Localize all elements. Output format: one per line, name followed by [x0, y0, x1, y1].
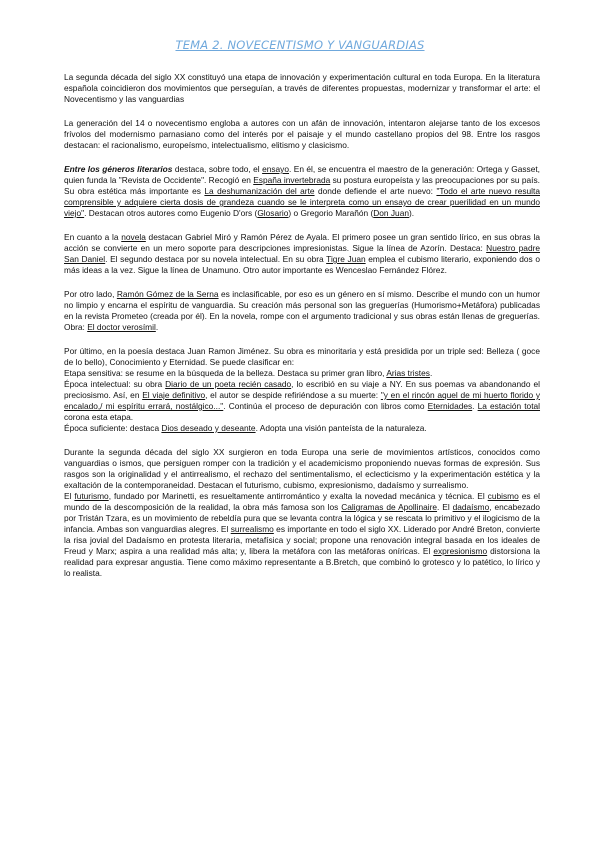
work-glosario: Glosario: [257, 208, 289, 218]
section-lead: Entre los géneros literarios: [64, 164, 173, 174]
text: El: [64, 491, 75, 501]
text: su postura europeísta y las preocupaciones por su país. Su obra estética más importante es: [64, 175, 540, 196]
quote-verso: "y en el rincón aquel de mi huerto florido y encalado,/ mi espíritu errará, nostálgico...": [64, 390, 540, 411]
work-eternidades: Eternidades: [427, 401, 473, 411]
text: . El segundo destaca por su novela intelectual. En su obra: [105, 254, 327, 264]
text: es el mundo de la descomposición de la realidad, la obra más famosa son los: [64, 491, 540, 512]
text: distorsiona la realidad para expresar angustia. Tiene como máximo representante a B.Bretch, que combinó lo grotesco y lo patético, lo lírico y lo realista.: [64, 546, 540, 578]
term-surrealismo: surrealismo: [230, 524, 274, 534]
text: , fundado por Marinetti, es resueltamente antirromántico y exalta la novedad mecánica y técnica. El: [108, 491, 488, 501]
text: emplea el cubismo literario, exponiendo dos o más ideas a la vez. Sigue la línea de Unamuno. Otro autor importante es Wenceslao Fernández Flórez.: [64, 254, 541, 275]
text: Etapa sensitiva: se resume en la búsqueda de la belleza. Destaca su primer gran libro,: [64, 368, 387, 378]
work-estacion-total: La estación total: [477, 401, 541, 411]
term-expresionismo: expresionismo: [433, 546, 488, 556]
vanguardias-ismos: [64, 491, 540, 579]
quote-ortega: "Todo el arte nuevo resulta comprensible y adquiere cierta dosis de grandeza cuando se le interpreta como un ensayo de crear puerilidad en un mundo viejo": [64, 186, 540, 218]
work-deshumanizacion: La deshumanización del arte: [204, 186, 315, 196]
text: .: [472, 401, 478, 411]
term-novela: novela: [121, 232, 146, 242]
text: . Destacan otros autores como Eugenio D'ors (: [84, 208, 258, 218]
term-futurismo: futurismo: [74, 491, 109, 501]
term-ensayo: ensayo: [262, 164, 289, 174]
work-dios-deseado: Dios deseado y deseante: [161, 423, 256, 433]
text: Época intelectual: su obra: [64, 379, 166, 389]
epoca-suficiente: [64, 423, 540, 434]
text: Por otro lado,: [64, 289, 117, 299]
work-viaje-definitivo: El viaje definitivo: [142, 390, 206, 400]
paragraph-novecentismo: La generación del 14 o novecentismo engloba a autores con un afán de innovación, intentaron alejarse tanto de los excesos frívolos del modernismo parnasiano como del interés por el paisaje y el mundo castellano propios del 98. Entre los rasgos destacan: el racionalismo, europeísmo, intelectualismo, elitismo y clasicismo.: [64, 118, 540, 150]
text: .: [155, 322, 159, 332]
text: . En él, se encuentra el maestro de la generación: Ortega y Gasset, quien funda la "Revista de Occidente". Recogió en: [64, 164, 540, 185]
page-title: TEMA 2. NOVECENTISMO Y VANGUARDIAS: [175, 38, 425, 52]
work-diario-poeta: Diario de un poeta recién casado: [165, 379, 292, 389]
text: .: [429, 368, 433, 378]
work-nuestro-padre: Nuestro padre San Daniel: [64, 243, 541, 264]
poesia-intro: Por último, en la poesía destaca Juan Ramon Jiménez. Su obra es minoritaria y está presidida por un triple sed: Belleza ( goce de lo bello), Conocimiento y Eternidad. Se puede clasificar en:: [64, 346, 540, 367]
text: , el autor se despide refiriéndose a su muerte:: [205, 390, 381, 400]
text: ).: [408, 208, 415, 218]
paragraph-ensayo: [64, 164, 540, 219]
work-doctor-verosimil: El doctor verosímil: [87, 322, 156, 332]
text: ) o Gregorio Marañón (: [288, 208, 374, 218]
author-ramon-gomez: Ramón Gómez de la Serna: [116, 289, 219, 299]
term-dadaismo: dadaísmo: [452, 502, 490, 512]
text: . Adopta una visión panteísta de la naturaleza.: [255, 423, 427, 433]
text: En cuanto a la: [64, 232, 122, 242]
work-arias-tristes: Arias tristes: [386, 368, 430, 378]
text: corona esta etapa.: [64, 412, 134, 422]
paragraph-novela: [64, 232, 540, 276]
epoca-intelectual: [64, 379, 540, 423]
text: destaca, sobre todo, el: [172, 164, 263, 174]
text: . El: [437, 502, 453, 512]
text: destacan Gabriel Miró y Ramón Pérez de Ayala. El primero posee un gran sentido lírico, en sus obras la acción se convierte en un mero soporte para descripciones impresionistas. Sigue la línea de Azorín. Destaca:: [64, 232, 540, 253]
work-tigre-juan: Tigre Juan: [326, 254, 366, 264]
paragraph-poesia: [64, 346, 540, 434]
paragraph-intro: La segunda década del siglo XX constituyó una etapa de innovación y experimentación cultural en toda Europa. En la literatura española coincidieron dos movimientos que perseguían, a través de diferentes propuestas, modernizar y transformar el arte: el Novecentismo y las vanguardias: [64, 72, 540, 104]
text: . Continúa el proceso de depuración con libros como: [223, 401, 428, 411]
text: , encabezado por Tristán Tzara, es un movimiento de rebeldía pura que se levanta contra la lógica y se rescata lo primitivo y el ilogicismo de la infancia. Ambas son vanguardias alegres. El: [64, 502, 540, 534]
work-don-juan: Don Juan: [373, 208, 409, 218]
paragraph-vanguardias: [64, 447, 540, 579]
text: donde defiende el arte nuevo:: [314, 186, 437, 196]
text: Época suficiente: destaca: [64, 423, 162, 433]
etapa-sensitiva: [64, 368, 540, 379]
text: es inclasificable, por eso es un género en sí mismo. Describe el mundo con un humor no limpio y encarna el espíritu de vanguardia. Su creación más personal son las greguerías (Humorismo+Metáfora) publicadas en la revista Prometeo (creada por él). En la novela, rompe con el argumento tradicional y sus obras están llenas de greguerías. Obra:: [64, 289, 540, 332]
text: es importante en todo el siglo XX. Liderado por André Breton, convierte la risa jovial del Dadaísmo en protesta literaria, metafísica y social; propone una renovación integral basada en los ideales de Freud y Marx; aspira a una realidad más alta; y, libera la metáfora con las metáforas oníricas. El: [64, 524, 540, 556]
paragraph-gomez-serna: [64, 289, 540, 333]
text: , lo escribió en su viaje a NY. En sus poemas va abandonando el preciosismo. Así, en: [64, 379, 540, 400]
document-body: [64, 72, 540, 579]
term-cubismo: cubismo: [487, 491, 519, 501]
vanguardias-intro: Durante la segunda década del siglo XX surgieron en toda Europa una serie de movimientos artísticos, conocidos como vanguardias o ismos, que persiguen romper con la tradición y el academicismo proponiendo nuevas formas de expresión. Sus rasgos son la originalidad y el antirrealismo, el rechazo del sentimentalismo, el eclecticismo y la experimentación estética y la exaltación de la contemporaneidad. Destacan el futurismo, cubismo, expresionismo, dadaísmo y surrealismo.: [64, 447, 540, 490]
work-espana-invertebrada: España invertebrada: [253, 175, 331, 185]
work-caligramas: Caligramas de Apollinaire: [341, 502, 438, 512]
